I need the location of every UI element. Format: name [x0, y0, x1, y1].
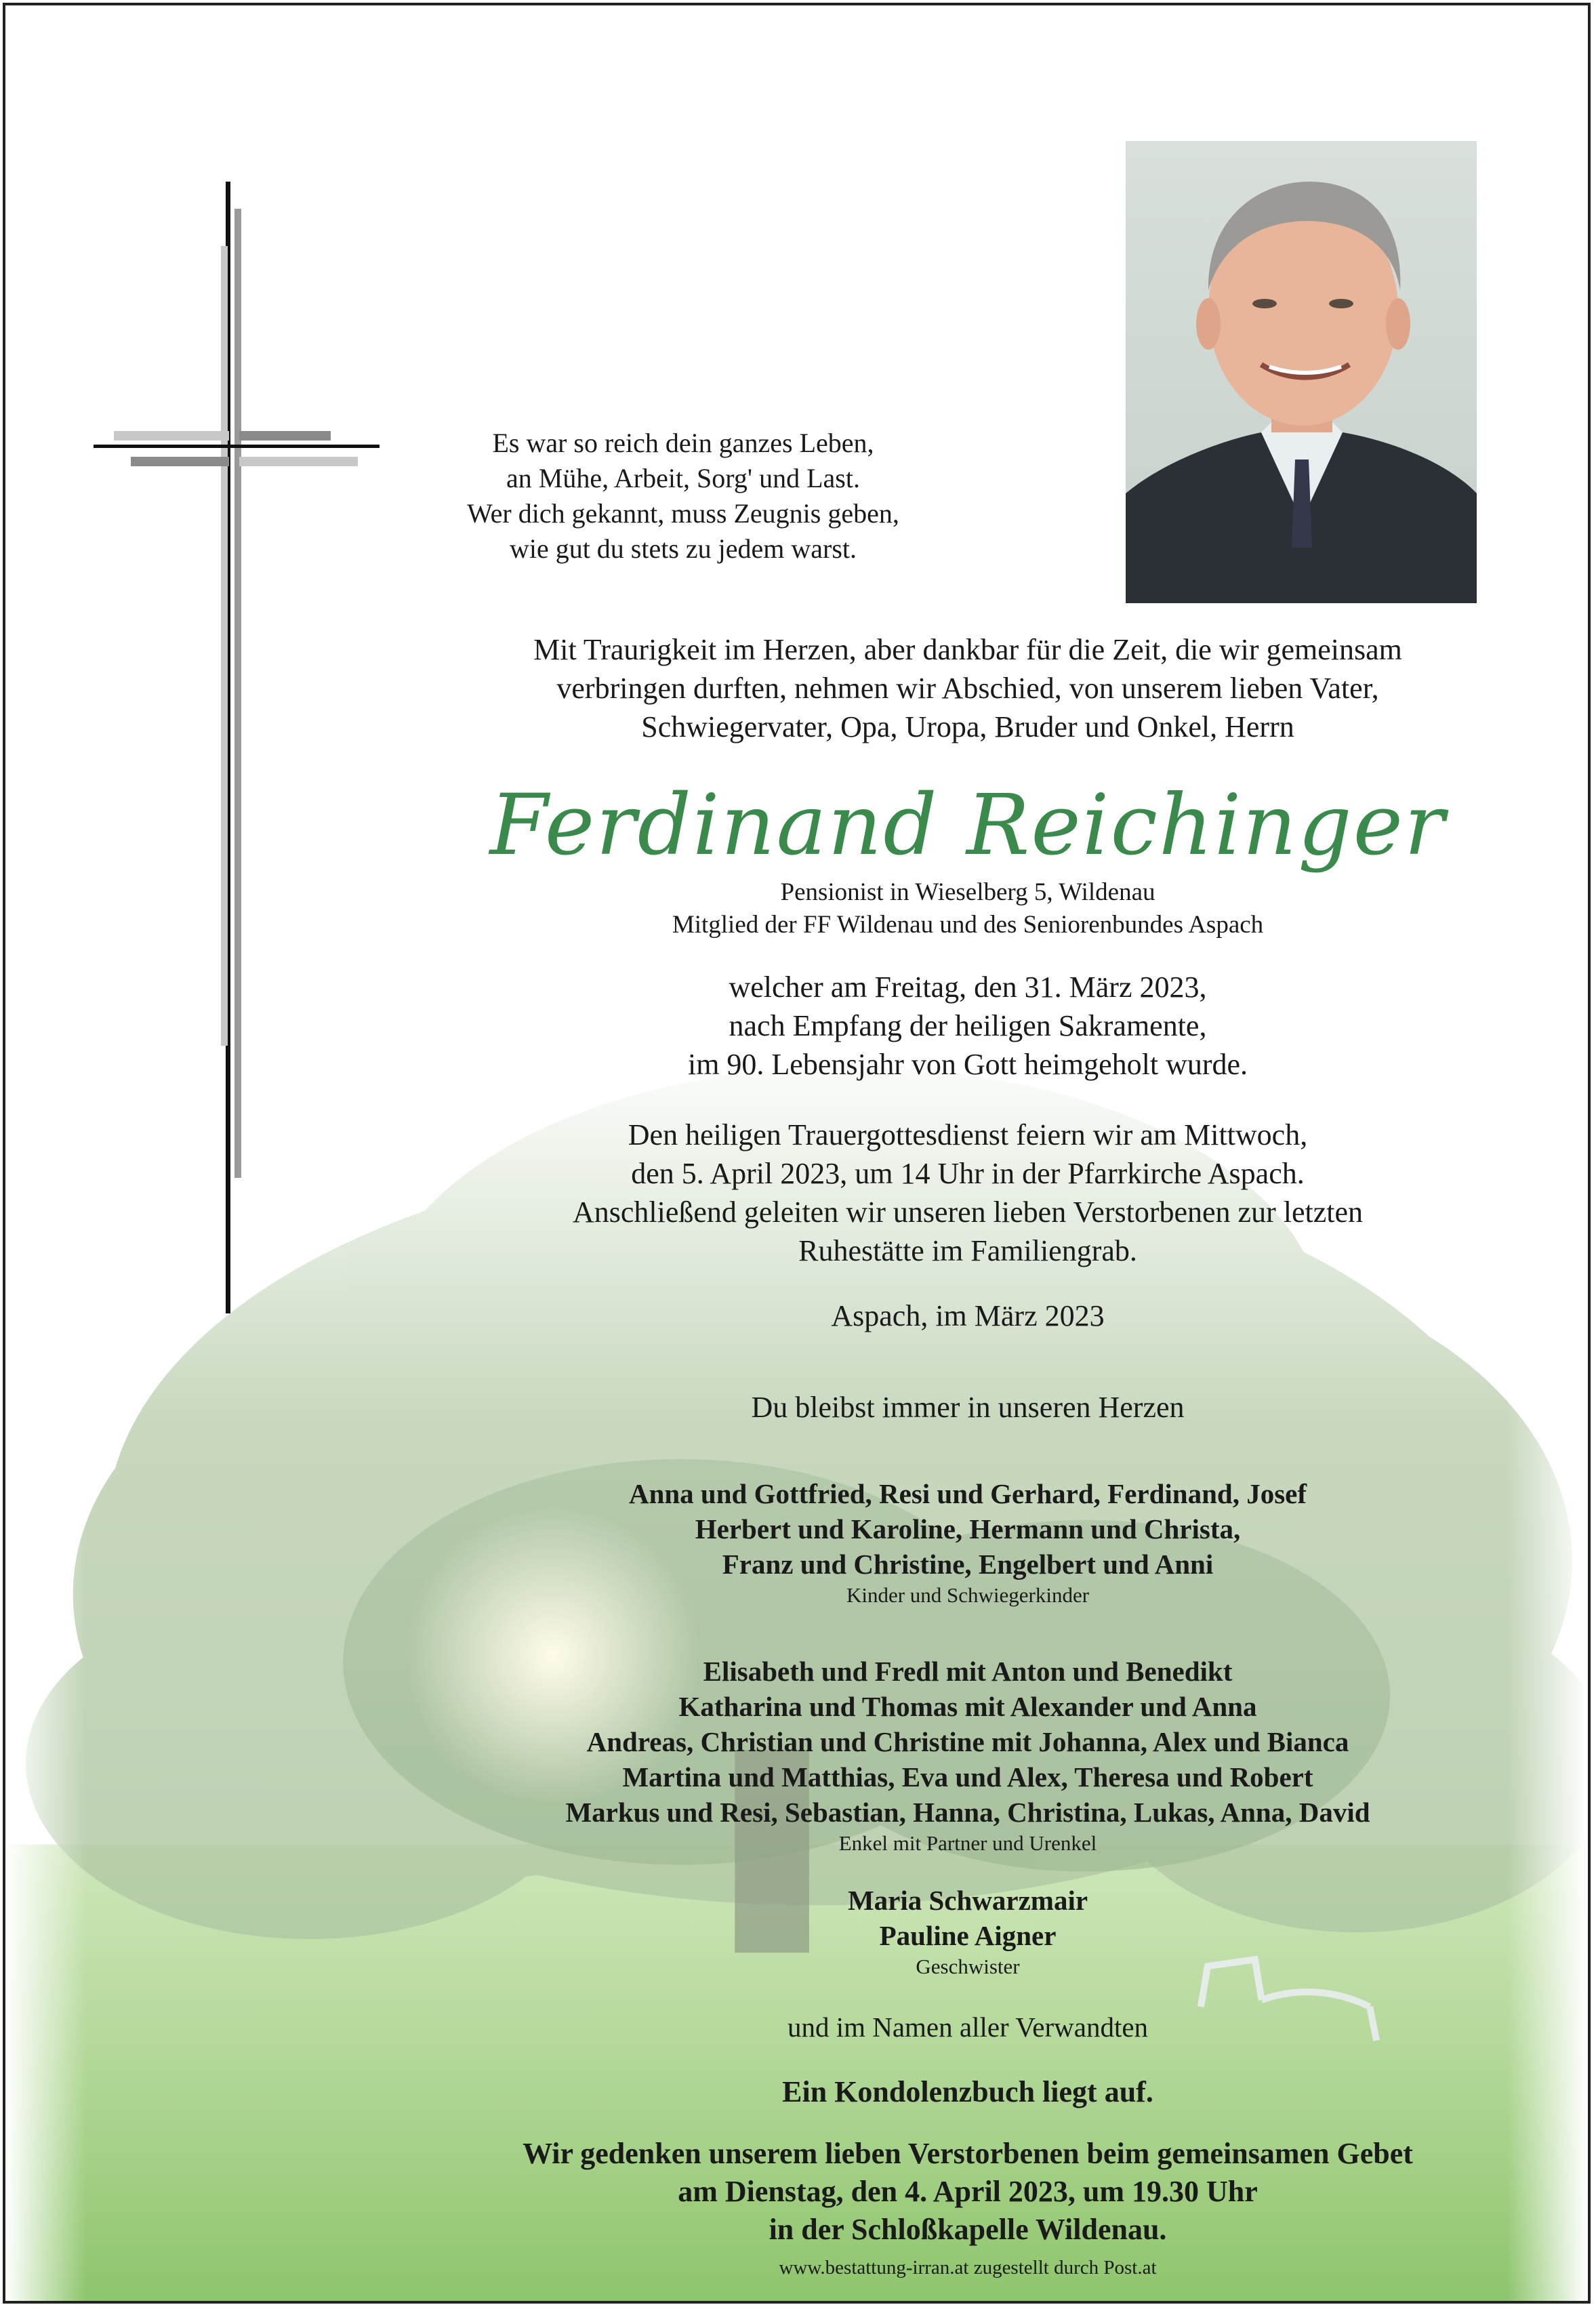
sibling-line: Maria Schwarzmair [847, 1885, 1088, 1916]
intro-text [358, 630, 1578, 746]
grandchildren-label: Enkel mit Partner und Urenkel [838, 1831, 1097, 1855]
grandchildren-names [358, 1654, 1578, 1830]
subtitle-line: Pensionist in Wieselberg 5, Wildenau [780, 878, 1155, 906]
funeral-line: den 5. April 2023, um 14 Uhr in der Pfarrkirche Aspach. [631, 1157, 1305, 1190]
intro-line: verbringen durften, nehmen wir Abschied, von unserem lieben Vater, [556, 672, 1379, 705]
funeral-line: Den heiligen Trauergottesdienst feiern wir am Mittwoch, [628, 1118, 1308, 1151]
intro-line: Schwiegervater, Opa, Uropa, Bruder und Onkel, Herrn [641, 710, 1294, 743]
cross-icon [5, 5, 412, 1327]
deceased-subtitle [358, 876, 1578, 941]
place-date: Aspach, im März 2023 [831, 1299, 1105, 1332]
death-line: nach Empfang der heiligen Sakramente, [729, 1009, 1207, 1042]
prayer-line: in der Schloßkapelle Wildenau. [769, 2213, 1167, 2246]
footer-url: www.bestattung-irran.at zugestellt durch Post.at [779, 2257, 1157, 2279]
sibling-line: Pauline Aigner [879, 1920, 1057, 1951]
poem [385, 426, 981, 567]
siblings-label: Geschwister [916, 1955, 1020, 1978]
deceased-name: Ferdinand Reichinger [489, 777, 1446, 874]
portrait-photo [1126, 141, 1477, 603]
motto: Du bleibst immer in unseren Herzen [751, 1391, 1185, 1424]
prayer-notice [358, 2135, 1578, 2249]
siblings-names [358, 1883, 1578, 1953]
condolence-note: Ein Kondolenzbuch liegt auf. [782, 2075, 1153, 2108]
death-line: welcher am Freitag, den 31. März 2023, [729, 970, 1207, 1004]
children-label: Kinder und Schwiegerkinder [846, 1583, 1090, 1607]
grandchildren-line: Martina und Matthias, Eva und Alex, Theresa und Robert [622, 1761, 1313, 1793]
poem-line: Wer dich gekannt, muss Zeugnis geben, [467, 498, 899, 529]
death-line: im 90. Lebensjahr von Gott heimgeholt wurde. [687, 1048, 1248, 1081]
death-notice [358, 968, 1578, 1084]
grandchildren-line: Markus und Resi, Sebastian, Hanna, Christina, Lukas, Anna, David [565, 1797, 1370, 1828]
grandchildren-line: Andreas, Christian und Christine mit Johanna, Alex und Bianca [586, 1726, 1349, 1757]
relatives-line: und im Namen aller Verwandten [787, 2011, 1149, 2043]
poem-line: Es war so reich dein ganzes Leben, [492, 428, 874, 458]
children-names [358, 1476, 1578, 1582]
prayer-line: Wir gedenken unserem lieben Verstorbenen beim gemeinsamen Gebet [523, 2137, 1413, 2170]
children-line: Anna und Gottfried, Resi und Gerhard, Ferdinand, Josef [628, 1478, 1307, 1509]
children-line: Franz und Christine, Engelbert und Anni [722, 1549, 1214, 1580]
poem-line: wie gut du stets zu jedem warst. [509, 533, 857, 564]
children-line: Herbert und Karoline, Hermann und Christa, [695, 1513, 1241, 1545]
prayer-line: am Dienstag, den 4. April 2023, um 19.30 Uhr [678, 2175, 1258, 2208]
funeral-notice [358, 1116, 1578, 1270]
intro-line: Mit Traurigkeit im Herzen, aber dankbar für die Zeit, die wir gemeinsam [533, 633, 1402, 666]
obituary-card [3, 3, 1591, 2304]
funeral-line: Ruhestätte im Familiengrab. [798, 1234, 1137, 1267]
funeral-line: Anschließend geleiten wir unseren lieben Verstorbenen zur letzten [573, 1196, 1363, 1229]
subtitle-line: Mitglied der FF Wildenau und des Seniorenbundes Aspach [672, 911, 1264, 939]
grandchildren-line: Katharina und Thomas mit Alexander und Anna [678, 1691, 1257, 1722]
poem-line: an Mühe, Arbeit, Sorg' und Last. [506, 463, 860, 493]
grandchildren-line: Elisabeth und Fredl mit Anton und Benedikt [703, 1656, 1233, 1687]
